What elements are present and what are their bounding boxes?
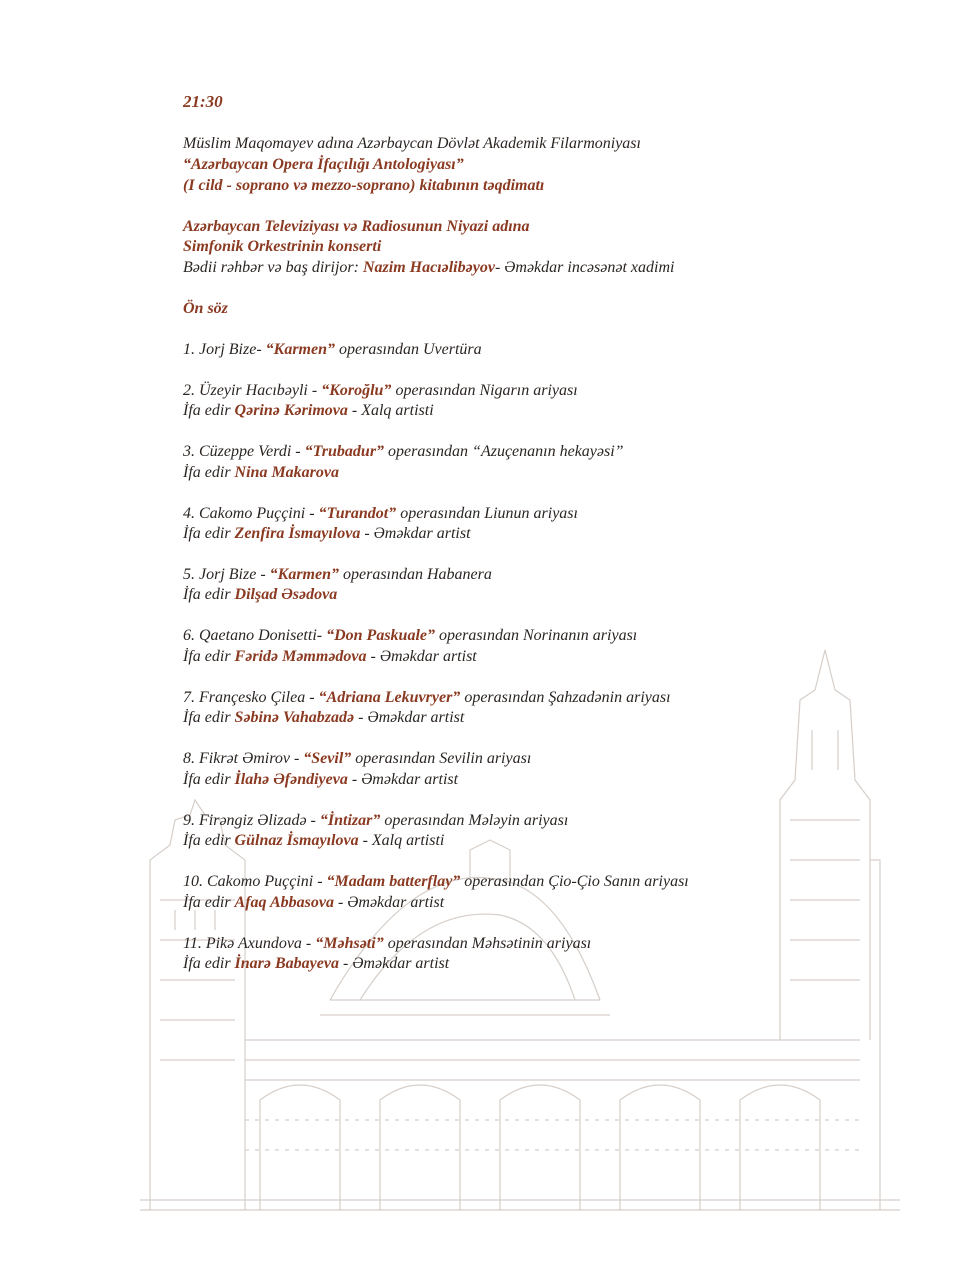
director-label: Bədii rəhbər və baş dirijor:: [183, 259, 363, 276]
performer-name: İlahə Əfəndiyeva: [234, 771, 348, 788]
program-item: 1. Jorj Bize- “Karmen” operasından Uvertüra: [183, 341, 482, 358]
performer-name: Fəridə Məmmədova: [234, 648, 367, 665]
performer-line: İfa edir Qərinə Kərimova - Xalq artisti: [183, 402, 434, 419]
program-item: 2. Üzeyir Hacıbəyli - “Koroğlu” operasından Nigarın ariyası: [183, 382, 578, 399]
program-item: 11. Pikə Axundova - “Məhsəti” operasından Məhsətinin ariyası: [183, 935, 592, 952]
performer-name: Nina Makarova: [234, 464, 339, 481]
program-item: 5. Jorj Bize - “Karmen” operasından Habanera: [183, 566, 492, 583]
performer-line: İfa edir Nina Makarova: [183, 464, 339, 481]
performer-line: İfa edir Səbinə Vahabzadə - Əməkdar artist: [183, 709, 465, 726]
program-item: 7. Françesko Çilea - “Adriana Lekuvryer” operasından Şahzadənin ariyası: [183, 689, 671, 706]
director-name: Nazim Hacıəlibəyov: [362, 259, 495, 276]
performer-line: İfa edir İnarə Babayeva - Əməkdar artist: [183, 955, 450, 972]
book-title: “Azərbaycan Opera İfaçılığı Antologiyası”: [183, 156, 464, 173]
event-time: 21:30: [183, 92, 223, 111]
opera-title: “Don Paskuale”: [326, 627, 435, 644]
program-item: 4. Cakomo Puççini - “Turandot” operasından Liunun ariyası: [183, 505, 578, 522]
opera-title: “İntizar”: [319, 812, 381, 829]
orchestra-line-1: Azərbaycan Televiziyası və Radiosunun Niyazi adına: [183, 218, 530, 235]
org-name: Müslim Maqomayev adına Azərbaycan Dövlət Akademik Filarmoniyası: [183, 135, 641, 152]
opera-title: “Madam batterflay”: [326, 873, 461, 890]
performer-name: Səbinə Vahabzadə: [234, 709, 355, 726]
opera-title: “Məhsəti”: [315, 935, 384, 952]
preface-heading: Ön söz: [183, 300, 228, 317]
performer-name: Gülnaz İsmayılova: [234, 832, 359, 849]
performer-name: Dilşad Əsədova: [234, 586, 338, 603]
opera-title: “Adriana Lekuvryer”: [318, 689, 461, 706]
performer-name: Qərinə Kərimova: [234, 402, 348, 419]
performer-line: İfa edir İlahə Əfəndiyeva - Əməkdar artist: [183, 771, 459, 788]
book-subtitle: (I cild - soprano və mezzo-soprano) kitabının təqdimatı: [183, 177, 545, 194]
performer-name: İnarə Babayeva: [234, 955, 339, 972]
opera-title: “Trubadur”: [304, 443, 385, 460]
performer-line: İfa edir Gülnaz İsmayılova - Xalq artisti: [183, 832, 445, 849]
director-title: - Əməkdar incəsənət xadimi: [494, 259, 675, 276]
opera-title: “Sevil”: [303, 750, 352, 767]
opera-title: “Koroğlu”: [321, 382, 392, 399]
opera-title: “Karmen”: [265, 341, 335, 358]
program-item: 3. Cüzeppe Verdi - “Trubadur” operasından “Azuçenanın hekayəsi”: [183, 443, 624, 460]
performer-line: İfa edir Dilşad Əsədova: [183, 586, 338, 603]
performer-line: İfa edir Afaq Abbasova - Əməkdar artist: [183, 894, 445, 911]
director-line: [183, 258, 674, 278]
program-item: 10. Cakomo Puççini - “Madam batterflay” operasından Çio-Çio Sanın ariyası: [183, 873, 689, 890]
performer-name: Afaq Abbasova: [234, 894, 334, 911]
opera-title: “Karmen”: [269, 566, 339, 583]
program-item: 9. Firəngiz Əlizadə - “İntizar” operasından Mələyin ariyası: [183, 812, 569, 829]
opera-title: “Turandot”: [318, 505, 397, 522]
performer-line: İfa edir Fəridə Məmmədova - Əməkdar artist: [183, 648, 477, 665]
program-item: 8. Fikrət Əmirov - “Sevil” operasından Sevilin ariyası: [183, 750, 532, 767]
performer-line: İfa edir Zenfira İsmayılova - Əməkdar artist: [183, 525, 471, 542]
program-item: 6. Qaetano Donisetti- “Don Paskuale” operasından Norinanın ariyası: [183, 627, 638, 644]
orchestra-line-2: Simfonik Orkestrinin konserti: [183, 238, 382, 255]
performer-name: Zenfira İsmayılova: [234, 525, 361, 542]
